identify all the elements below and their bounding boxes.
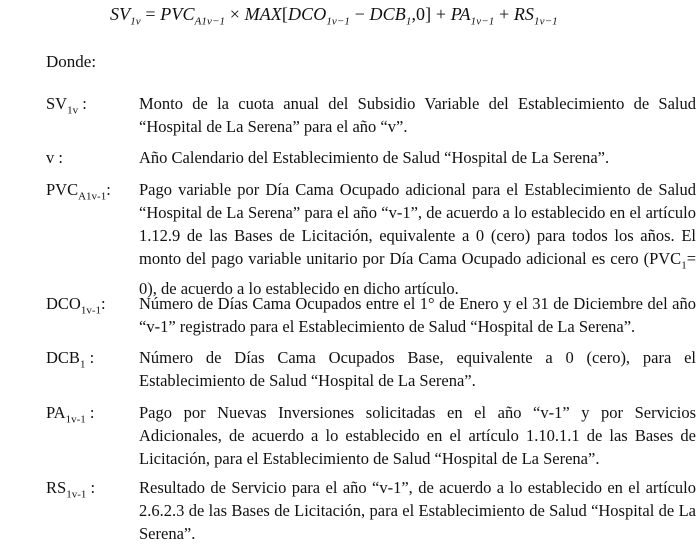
definition-term: $SV_{1v}$ : xyxy=(46,94,87,117)
formula-sv-sub: 1v xyxy=(130,15,141,28)
formula-max: MAX xyxy=(244,4,282,24)
formula-right-bracket: ] xyxy=(425,4,432,24)
formula-plus-2: + xyxy=(498,4,510,24)
definition-term: $RS_{1v-1}$ : xyxy=(46,478,96,501)
definition-text: Resultado de Servicio para el año “v-1”, de acuerdo a lo establecido en el artículo 2.6.2.3 de las Bases de Licitación, para el Establecimiento de Salud “Hospital de La Serena”. xyxy=(139,478,696,543)
definition-dco xyxy=(46,292,696,338)
formula-dco: DCO xyxy=(288,4,327,24)
formula-pa-sub: 1v−1 xyxy=(470,15,495,28)
formula-rs: RS xyxy=(513,4,535,24)
formula-times: × xyxy=(229,4,240,24)
definition-term: $DCO_{1v-1}$: xyxy=(46,294,106,317)
definition-term: v : xyxy=(46,148,63,167)
definition-text: Pago variable por Día Cama Ocupado adicional para el Establecimiento de Salud “Hospital de La Serena” para el año “v-1”, de acuerdo a lo establecido en el artículo 1.12.9 de las Bases de Licitación, equivalente a 0 (cero) para todos los años. El monto del pago variable unitario por Día Cama Ocupado adicional es cero $(PVC_1= 0)$, de acuerdo a lo establecido en dicho artículo. xyxy=(139,180,696,299)
formula-dcb: DCB xyxy=(369,4,406,24)
definition-text: Pago por Nuevas Inversiones solicitadas en el año “v-1” y por Servicios Adicionales, de acuerdo a lo establecido en el artículo 1.10.1.1 de las Bases de Licitación, para el Establecimiento de Salud “Hospital de La Serena”. xyxy=(139,403,696,468)
definition-text: Número de Días Cama Ocupados entre el 1° de Enero y el 31 de Diciembre del año “v-1” registrado para el Establecimiento de Salud “Hospital de La Serena”. xyxy=(139,294,696,336)
definition-text: Año Calendario del Establecimiento de Salud “Hospital de La Serena”. xyxy=(139,148,610,167)
definition-term: $PVC_{A1v-1}$: xyxy=(46,180,111,203)
definition-pvc xyxy=(46,178,696,300)
definition-text: Número de Días Cama Ocupados Base, equivalente a 0 (cero), para el Establecimiento de Salud “Hospital de La Serena”. xyxy=(139,348,696,390)
formula-equals: = xyxy=(145,4,156,24)
formula-dco-sub: 1v−1 xyxy=(326,15,351,28)
formula-pa: PA xyxy=(450,4,471,24)
donde-label: Donde: xyxy=(46,52,97,71)
definition-term: $DCB_1$ : xyxy=(46,348,95,371)
formula-minus: − xyxy=(354,4,365,24)
definition-dcb xyxy=(46,346,696,392)
formula-left-bracket: [ xyxy=(281,4,288,24)
formula-pvc: PVC xyxy=(160,4,195,24)
definition-term: $PA_{1v-1}$ : xyxy=(46,403,95,426)
formula-sv: SV xyxy=(110,4,131,24)
definition-text: Monto de la cuota anual del Subsidio Variable del Establecimiento de Salud “Hospital de La Serena” para el año “v”. xyxy=(139,94,696,136)
definition-sv xyxy=(46,92,696,138)
formula-rs-sub: 1v−1 xyxy=(534,15,558,28)
formula-dcb-sub: 1 xyxy=(405,15,412,28)
formula-comma-zero: ,0 xyxy=(411,4,426,24)
formula xyxy=(110,4,558,28)
definition-rs xyxy=(46,476,696,545)
definition-v xyxy=(46,146,696,169)
formula-plus-1: + xyxy=(435,4,447,24)
definition-pa xyxy=(46,401,696,470)
formula-pvc-sub: A1v−1 xyxy=(194,15,226,28)
